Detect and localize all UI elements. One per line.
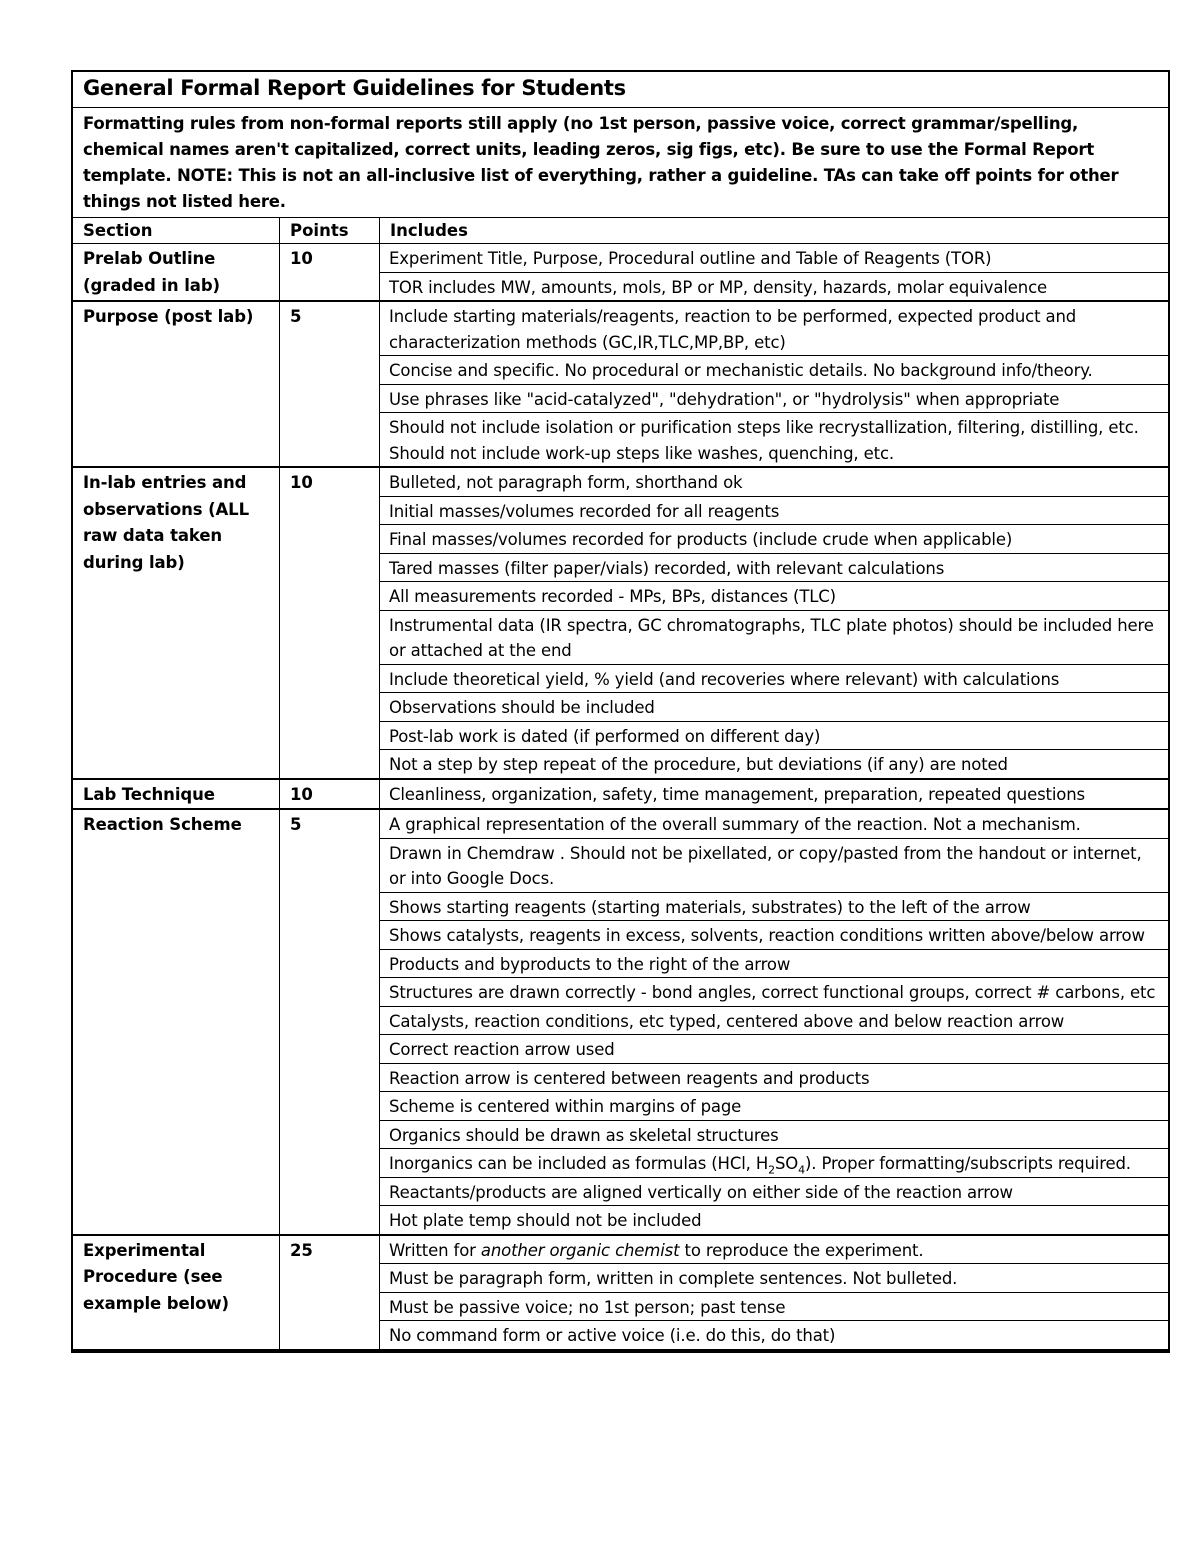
include-item: Reactants/products are aligned vertically on either side of the reaction arrow [380,1178,1168,1207]
include-item: Organics should be drawn as skeletal structures [380,1121,1168,1150]
section-includes [380,244,1168,302]
include-item: Structures are drawn correctly - bond angles, correct functional groups, correct # carbons, etc [380,978,1168,1007]
item-text: ). Proper formatting/subscripts required. [804,1154,1131,1173]
include-item: Must be passive voice; no 1st person; past tense [380,1293,1168,1322]
header-points: Points [280,218,380,244]
section-name: Purpose (post lab) [73,302,280,468]
section-points: 10 [280,780,380,811]
section-includes [380,468,1168,780]
include-item: Scheme is centered within margins of page [380,1092,1168,1121]
section-includes [380,810,1168,1236]
section-points: 25 [280,1236,380,1351]
include-item: Instrumental data (IR spectra, GC chromatographs, TLC plate photos) should be included here or attached at the end [380,611,1168,665]
include-item: Catalysts, reaction conditions, etc typed, centered above and below reaction arrow [380,1007,1168,1036]
section-points: 10 [280,468,380,780]
include-item: Use phrases like "acid-catalyzed", "dehydration", or "hydrolysis" when appropriate [380,385,1168,414]
section-points: 5 [280,302,380,468]
item-text: Inorganics can be included as formulas (HCl, H [389,1154,769,1173]
include-item: Must be paragraph form, written in complete sentences. Not bulleted. [380,1264,1168,1293]
guidelines-table [71,70,1170,1353]
include-item: Post-lab work is dated (if performed on different day) [380,722,1168,751]
section-points: 5 [280,810,380,1236]
item-text: SO [774,1154,799,1173]
section-name: Lab Technique [73,780,280,811]
include-item: Drawn in Chemdraw . Should not be pixellated, or copy/pasted from the handout or internet, or into Google Docs. [380,839,1168,893]
section-includes [380,780,1168,811]
subscript: 2 [768,1163,775,1177]
include-item: Correct reaction arrow used [380,1035,1168,1064]
include-item: A graphical representation of the overall summary of the reaction. Not a mechanism. [380,810,1168,839]
include-item: Include starting materials/reagents, reaction to be performed, expected product and characterization methods (GC,IR,TLC,MP,BP, etc) [380,302,1168,356]
include-item: Hot plate temp should not be included [389,1211,702,1230]
include-item: Should not include isolation or purification steps like recrystallization, filtering, distilling, etc. Should not include work-up steps like washes, quenching, etc. [389,418,1139,463]
include-item: All measurements recorded - MPs, BPs, distances (TLC) [380,582,1168,611]
section-includes [380,1236,1168,1351]
include-item: TOR includes MW, amounts, mols, BP or MP, density, hazards, molar equivalence [389,277,1048,297]
include-item: Cleanliness, organization, safety, time management, preparation, repeated questions [389,784,1086,804]
include-item: Experiment Title, Purpose, Procedural outline and Table of Reagents (TOR) [380,244,1168,273]
include-item: Initial masses/volumes recorded for all reagents [380,497,1168,526]
header-section: Section [73,218,280,244]
emphasis-text: another organic chemist [480,1240,680,1260]
include-item: Reaction arrow is centered between reagents and products [380,1064,1168,1093]
include-item: Tared masses (filter paper/vials) recorded, with relevant calculations [380,554,1168,583]
item-text: to reproduce the experiment. [679,1240,924,1260]
include-item: Products and byproducts to the right of the arrow [380,950,1168,979]
include-item: Final masses/volumes recorded for products (include crude when applicable) [380,525,1168,554]
intro-paragraph: Formatting rules from non-formal reports still apply (no 1st person, passive voice, correct grammar/spelling, chemical names aren't capitalized, correct units, leading zeros, sig figs, etc). Be sure to use the Formal Report template. NOTE: This is not an all-inclusive list of everything, rather a guideline. TAs can take off points for other things not listed here. [73,108,1168,218]
include-item: Concise and specific. No procedural or mechanistic details. No background info/theory. [380,356,1168,385]
include-item: Include theoretical yield, % yield (and recoveries where relevant) with calculations [380,665,1168,694]
subscript: 4 [798,1163,805,1177]
section-includes [380,302,1168,468]
include-item: Bulleted, not paragraph form, shorthand ok [380,468,1168,497]
section-name: Experimental Procedure (see example below) [73,1236,280,1351]
item-text: Written for [389,1240,481,1260]
section-name: Reaction Scheme [73,810,280,1236]
include-item: Shows catalysts, reagents in excess, solvents, reaction conditions written above/below arrow [380,921,1168,950]
include-item: No command form or active voice (i.e. do this, do that) [389,1326,836,1345]
header-includes: Includes [380,218,1168,244]
include-item [380,1236,1168,1265]
include-item: Shows starting reagents (starting materials, substrates) to the left of the arrow [380,893,1168,922]
page-title: General Formal Report Guidelines for Students [73,72,1168,108]
section-name: In-lab entries and observations (ALL raw data taken during lab) [73,468,280,780]
section-points: 10 [280,244,380,302]
include-item [380,1149,1168,1178]
section-name: Prelab Outline (graded in lab) [73,244,280,302]
include-item: Not a step by step repeat of the procedure, but deviations (if any) are noted [389,755,1008,774]
table-grid [73,218,1168,1351]
include-item: Observations should be included [380,693,1168,722]
